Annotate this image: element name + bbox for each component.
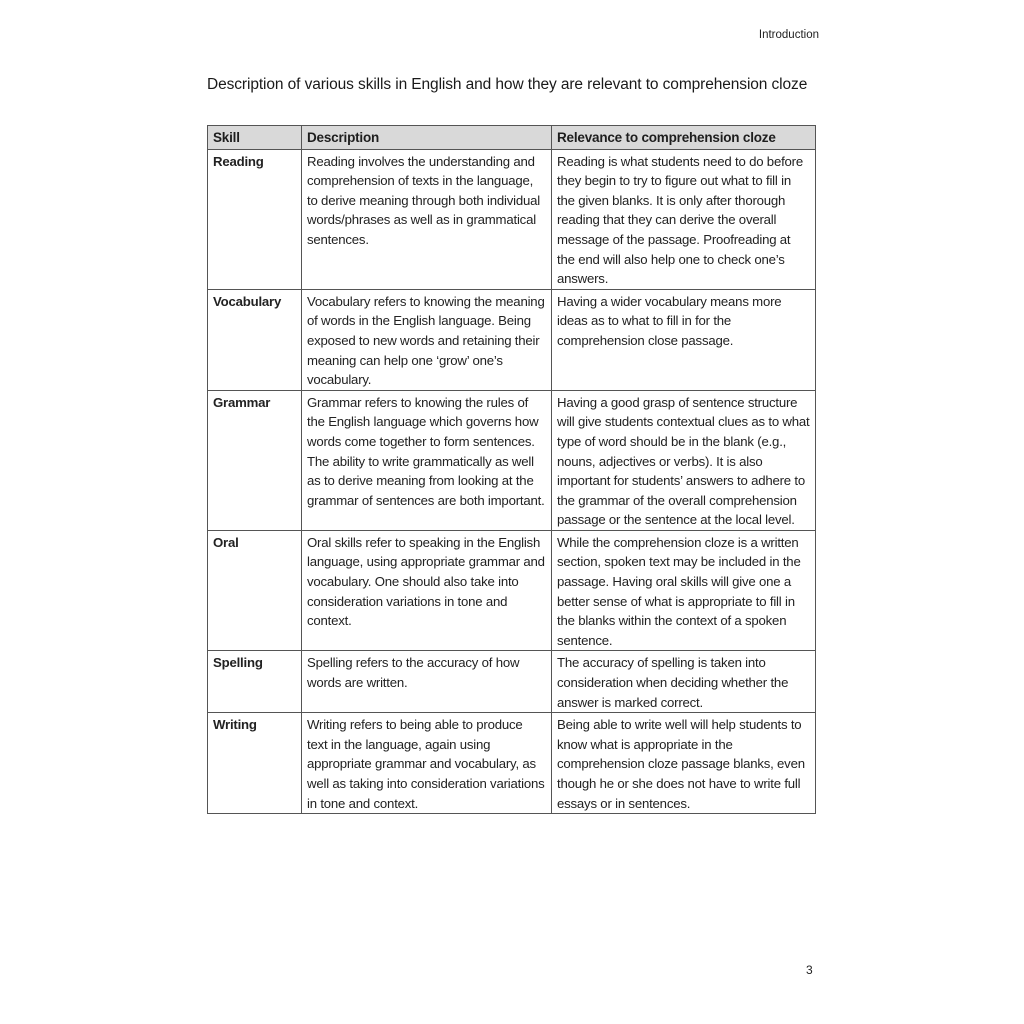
- header-relevance: Relevance to comprehension cloze: [552, 126, 816, 150]
- table-row-writing: [208, 713, 816, 814]
- skill-cell: Reading: [208, 149, 302, 289]
- description-cell: Spelling refers to the accuracy of how words are written.: [302, 651, 552, 713]
- table-heading: Description of various skills in English and how they are relevant to comprehension cloze: [207, 76, 808, 93]
- relevance-cell: Having a wider vocabulary means more ideas as to what to fill in for the comprehension close passage.: [552, 289, 816, 390]
- page-number: 3: [806, 963, 813, 977]
- running-head: Introduction: [758, 29, 819, 41]
- relevance-cell: Reading is what students need to do before they begin to try to figure out what to fill in the given blanks. It is only after thorough reading that they can derive the overall message of the passage. Proofreading at the end will also help one to check one’s answers.: [552, 149, 816, 289]
- relevance-cell: The accuracy of spelling is taken into consideration when deciding whether the answer is marked correct.: [552, 651, 816, 713]
- relevance-cell: Being able to write well will help students to know what is appropriate in the comprehension cloze passage blanks, even though he or she does not have to write full essays or in sentences.: [552, 713, 816, 814]
- table-row-oral: [208, 530, 816, 651]
- description-cell: Oral skills refer to speaking in the English language, using appropriate grammar and vocabulary. One should also take into consideration variations in tone and context.: [302, 530, 552, 651]
- table-row-vocabulary: [208, 289, 816, 390]
- skill-cell: Oral: [208, 530, 302, 651]
- description-cell: Grammar refers to knowing the rules of the English language which governs how words come together to form sentences. The ability to write grammatically as well as to derive meaning from looking at the grammar of sentences are both important.: [302, 390, 552, 530]
- skill-cell: Vocabulary: [208, 289, 302, 390]
- relevance-cell: Having a good grasp of sentence structure will give students contextual clues as to what type of word should be in the blank (e.g., nouns, adjectives or verbs). It is also important for students’ answers to adhere to the grammar of the overall comprehension passage or the sentence at the local level.: [552, 390, 816, 530]
- header-description: Description: [302, 126, 552, 150]
- table-header-row: [208, 126, 816, 150]
- description-cell: Vocabulary refers to knowing the meaning of words in the English language. Being exposed to new words and retaining their meaning can help one ‘grow’ one’s vocabulary.: [302, 289, 552, 390]
- skill-cell: Grammar: [208, 390, 302, 530]
- skill-cell: Writing: [208, 713, 302, 814]
- table-row-grammar: [208, 390, 816, 530]
- description-cell: Reading involves the understanding and comprehension of texts in the language, to derive meaning through both individual words/phrases as well as in grammatical sentences.: [302, 149, 552, 289]
- table-row-reading: [208, 149, 816, 289]
- relevance-cell: While the comprehension cloze is a written section, spoken text may be included in the passage. Having oral skills will give one a better sense of what is appropriate to fill in the blanks within the context of a spoken sentence.: [552, 530, 816, 651]
- description-cell: Writing refers to being able to produce text in the language, again using appropriate grammar and vocabulary, as well as taking into consideration variations in tone and context.: [302, 713, 552, 814]
- skills-table: [207, 125, 816, 814]
- header-skill: Skill: [208, 126, 302, 150]
- table-row-spelling: [208, 651, 816, 713]
- skill-cell: Spelling: [208, 651, 302, 713]
